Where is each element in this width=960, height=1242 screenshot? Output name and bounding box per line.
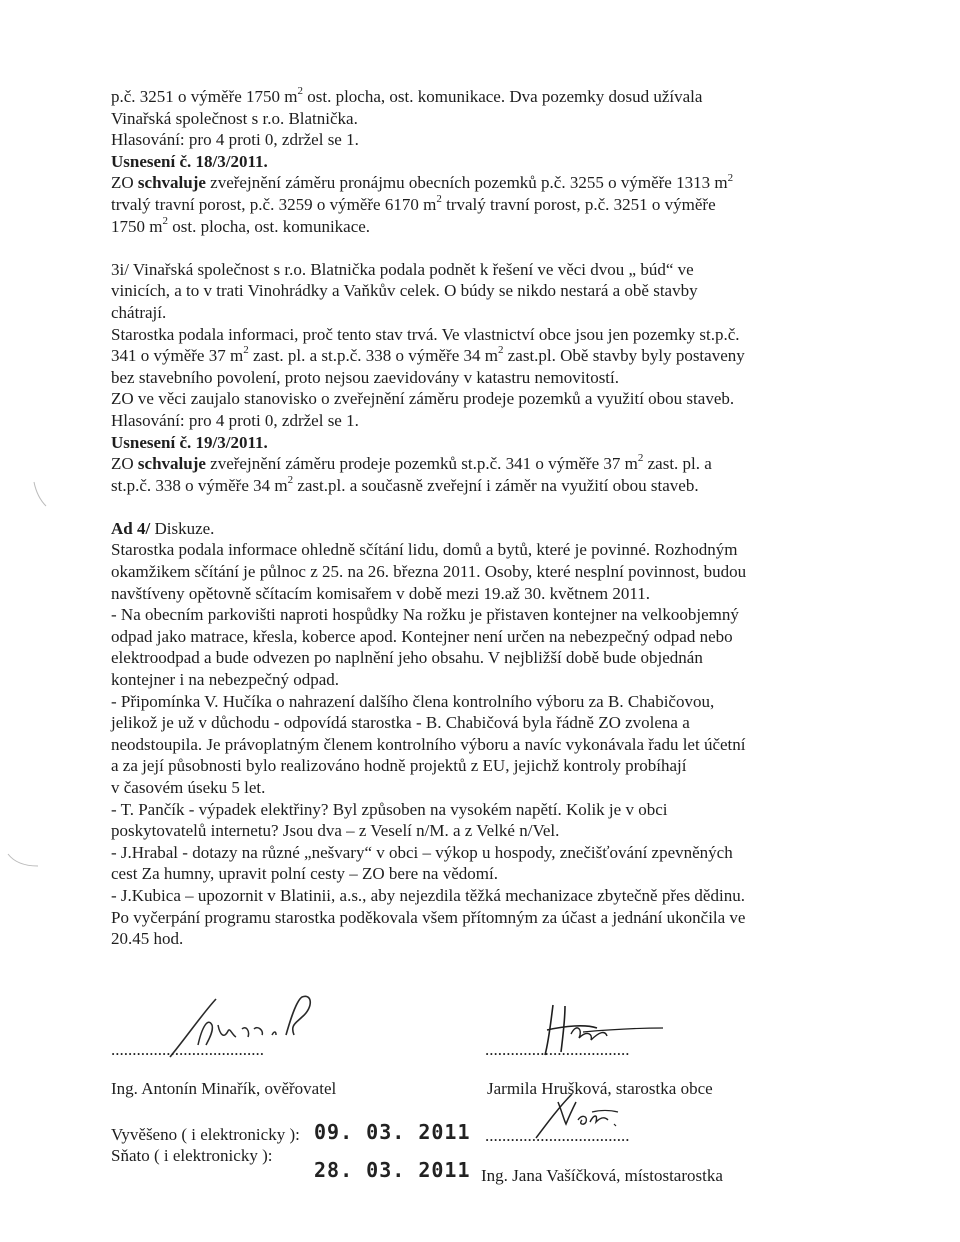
resolution-text: ZO schvaluje zveřejnění záměru prodeje pozemků st.p.č. 341 o výměře 37 $m^2$ zast. pl. a bbox=[111, 452, 712, 474]
text-line: Starostka podala informace ohledně sčítání lidu, domů a bytů, které je povinné. Rozhodným bbox=[111, 540, 738, 560]
text-line: - Připomínka V. Hučíka o nahrazení dalšího člena kontrolního výboru za B. Chabičovou, bbox=[111, 691, 715, 711]
text-line: trvalý travní porost, p.č. 3259 o výměře 6170 $m^2$ trvalý travní porost, p.č. 3251 o výměře bbox=[111, 193, 716, 214]
text-line: - Na obecním parkovišti naproti hospůdky Na rožku je přistaven kontejner na velkoobjemný bbox=[111, 605, 739, 625]
posted-date-stamp: 09. 03. 2011 bbox=[314, 1120, 471, 1144]
posted-label: Vyvěšeno ( i elektronicky ): bbox=[111, 1125, 300, 1144]
text-line: p.č. 3251 o výměře 1750 $m^2$ ost. plocha, ost. komunikace. Dva pozemky dosud užívala bbox=[111, 85, 703, 106]
mayor-name: Jarmila Hrušková, starostka obce bbox=[487, 1079, 713, 1098]
text-line: bez stavebního povolení, proto nejsou zaevidovány v katastru nemovitostí. bbox=[111, 367, 619, 387]
text-line: vinicích, a to v trati Vinohrádky a Vaňkův celek. O búdy se nikdo nestará a obě stavby bbox=[111, 281, 698, 301]
text-line: cest Za humny, upravit polní cesty – ZO bere na vědomí. bbox=[111, 864, 498, 884]
removed-label: Sňato ( i elektronicky ): bbox=[111, 1146, 273, 1165]
margin-mark bbox=[6, 850, 40, 870]
text-line: ZO ve věci zaujalo stanovisko o zveřejnění záměru prodeje pozemků a využití obou staveb. bbox=[111, 389, 735, 409]
signature-line-left: .................................... bbox=[111, 1040, 264, 1059]
text-line: neodstoupila. Je právoplatným členem kontrolního výboru a navíc vykonávala řadu let účetní bbox=[111, 734, 746, 754]
text-line: Po vyčerpání programu starostka poděkovala všem přítomným za účast a jednání ukončila ve bbox=[111, 907, 746, 927]
document-body bbox=[111, 86, 851, 950]
text-line: Vinařská společnost s r.o. Blatnička. bbox=[111, 108, 358, 128]
text-line: chátrají. bbox=[111, 302, 167, 322]
text-line: Starostka podala informaci, proč tento stav trvá. Ve vlastnictví obce jsou jen pozemky st.p.č. bbox=[111, 324, 740, 344]
text-line: st.p.č. 338 o výměře 34 $m^2$ zast.pl. a současně zveřejní i záměr na využití obou staveb. bbox=[111, 474, 699, 495]
text-line: navštíveny opětovně sčítacím komisařem v době mezi 19.až 30. květnem 2011. bbox=[111, 583, 650, 603]
margin-mark bbox=[30, 480, 50, 510]
text-line: v časovém úseku 5 let. bbox=[111, 778, 266, 797]
text-line: - J.Kubica – upozornit v Blatinii, a.s., aby nejezdila těžká mechanizace zbytečně přes dědinu. bbox=[111, 885, 745, 905]
resolution-number: Usnesení č. 18/3/2011. bbox=[111, 151, 268, 171]
vote-line: Hlasování: pro 4 proti 0, zdržel se 1. bbox=[111, 410, 359, 430]
text-line: 3i/ Vinařská společnost s r.o. Blatnička podala podnět k řešení ve věci dvou „ búd“ ve bbox=[111, 259, 694, 279]
deputy-name: Ing. Jana Vašíčková, místostarostka bbox=[481, 1166, 723, 1185]
section-heading: Ad 4/ Diskuze. bbox=[111, 518, 215, 538]
signature-line-deputy: .................................. bbox=[485, 1126, 630, 1145]
verifier-name: Ing. Antonín Minařík, ověřovatel bbox=[111, 1079, 337, 1098]
text-line: okamžikem sčítání je půlnoc z 25. na 26. března 2011. Osoby, které nesplní povinnost, budou bbox=[111, 562, 747, 582]
text-line: - J.Hrabal - dotazy na různé „nešvary“ v obci – výkop u hospody, znečišťování zpevněných bbox=[111, 842, 733, 862]
text-line: 1750 $m^2$ ost. plocha, ost. komunikace. bbox=[111, 214, 371, 236]
text-line: odpad jako matrace, křesla, koberce apod. Kontejner není určen na nebezpečný odpad nebo bbox=[111, 626, 733, 646]
removed-date-stamp: 28. 03. 2011 bbox=[314, 1158, 471, 1182]
text-line: - T. Pančík - výpadek elektřiny? Byl způsoben na vysokém napětí. Kolik je v obci bbox=[111, 799, 668, 819]
text-line: elektroodpad a bude odvezen po naplnění jeho obsahu. V nejbližší době bude objednán bbox=[111, 648, 703, 668]
resolution-number: Usnesení č. 19/3/2011. bbox=[111, 432, 268, 452]
resolution-text: ZO schvaluje zveřejnění záměru pronájmu obecních pozemků p.č. 3255 o výměře 1313 $m^2$ bbox=[111, 171, 734, 193]
signature-hruskova bbox=[535, 1000, 665, 1060]
signature-vasickova bbox=[530, 1092, 630, 1142]
text-line: jelikož je už v důchodu - odpovídá starostka - B. Chabičová byla řádně ZO zvolena a bbox=[111, 713, 690, 733]
text-line: a za její působnosti bylo realizováno hodně projektů z EU, jejichž kontroly probíhají bbox=[111, 756, 687, 776]
signature-line-right: .................................. bbox=[485, 1040, 630, 1059]
signature-minarik bbox=[168, 995, 328, 1065]
vote-line: Hlasování: pro 4 proti 0, zdržel se 1. bbox=[111, 130, 359, 150]
text-line: 20.45 hod. bbox=[111, 929, 184, 949]
text-line: poskytovatelů internetu? Jsou dva – z Veselí n/M. a z Velké n/Vel. bbox=[111, 821, 560, 841]
text-line: kontejner i na nebezpečný odpad. bbox=[111, 670, 339, 690]
text-line: 341 o výměře 37 $m^2$ zast. pl. a st.p.č. 338 o výměře 34 $m^2$ zast.pl. Obě stavby byly postaveny bbox=[111, 344, 745, 366]
